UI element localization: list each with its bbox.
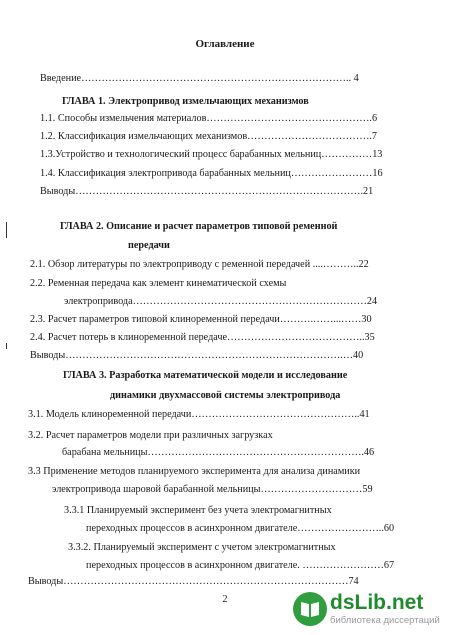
scan-edge-mark bbox=[6, 343, 7, 349]
toc-entry-3-3-2: 3.3.2. Планируемый эксперимент с учетом электромагнитных bbox=[68, 542, 336, 553]
toc-entry-3-3: 3.3 Применение методов планируемого эксперимента для анализа динамики bbox=[28, 466, 361, 477]
toc-entry-3-2-cont: барабана мельницы……………………………………………………….46 bbox=[62, 447, 375, 458]
toc-entry-conclusions-3: Выводы…………………………………………………………………………74 bbox=[28, 576, 359, 587]
toc-entry-3-3-1-cont: переходных процессов в асинхронном двигателе……………………..60 bbox=[86, 523, 395, 534]
toc-entry-1-3: 1.3.Устройство и технологический процесс барабанных мельниц……………13 bbox=[40, 149, 383, 160]
toc-entry-3-3-1: 3.3.1 Планируемый эксперимент без учета электромагнитных bbox=[64, 505, 332, 516]
toc-chapter-3-cont: динамики двухмассовой системы электропривода bbox=[110, 390, 341, 401]
watermark-site: dsLib.net bbox=[330, 591, 424, 614]
toc-entry-2-2: 2.2. Ременная передача как элемент кинематической схемы bbox=[30, 278, 287, 289]
toc-entry-2-1: 2.1. Обзор литературы по электроприводу с ременной передачей ....………..22 bbox=[30, 259, 369, 270]
scan-edge-mark bbox=[6, 222, 7, 238]
toc-entry-3-3-cont: электропривода шаровой барабанной мельницы…………………………59 bbox=[52, 484, 373, 495]
toc-entry-1-1: 1.1. Способы измельчения материалов………………………………………….6 bbox=[40, 113, 378, 124]
toc-chapter-2-cont: передачи bbox=[128, 240, 170, 251]
toc-chapter-1: ГЛАВА 1. Электропривод измельчающих механизмов bbox=[62, 96, 309, 107]
toc-entry-3-1: 3.1. Модель клиноременной передачи…………………………………………..41 bbox=[28, 409, 370, 420]
page-number: 2 bbox=[222, 594, 228, 605]
book-logo-icon bbox=[292, 591, 328, 627]
toc-entry-3-2: 3.2. Расчет параметров модели при различных загрузках bbox=[28, 430, 273, 441]
toc-entry-intro: Введение…………………………………………………………………….. 4 bbox=[40, 73, 359, 84]
toc-entry-conclusions-2: Выводы……………………………………………………………………….…40 bbox=[30, 350, 364, 361]
toc-entry-1-2: 1.2. Классификация измельчающих механизмов……………………………….7 bbox=[40, 131, 378, 142]
watermark-subtitle: библиотека диссертаций bbox=[330, 615, 440, 626]
toc-chapter-2: ГЛАВА 2. Описание и расчет параметров типовой ременной bbox=[60, 221, 338, 232]
toc-entry-2-2-cont: электропривода……………………………………………………………24 bbox=[64, 296, 378, 307]
toc-entry-2-3: 2.3. Расчет параметров типовой клиноременной передачи……….……...……30 bbox=[30, 314, 372, 325]
toc-entry-3-3-2-cont: переходных процессов в асинхронном двигателе. ……………………67 bbox=[86, 560, 395, 571]
toc-title: Оглавление bbox=[195, 38, 255, 50]
toc-entry-1-4: 1.4. Классификация электропривода барабанных мельниц……………………16 bbox=[40, 168, 383, 179]
toc-entry-2-4: 2.4. Расчет потерь в клиноременной передаче…………………………………..35 bbox=[30, 332, 375, 343]
toc-chapter-3: ГЛАВА 3. Разработка математической модели и исследование bbox=[63, 370, 348, 381]
toc-entry-conclusions-1: Выводы………………………………………………………………………….21 bbox=[40, 186, 374, 197]
watermark bbox=[292, 591, 442, 631]
